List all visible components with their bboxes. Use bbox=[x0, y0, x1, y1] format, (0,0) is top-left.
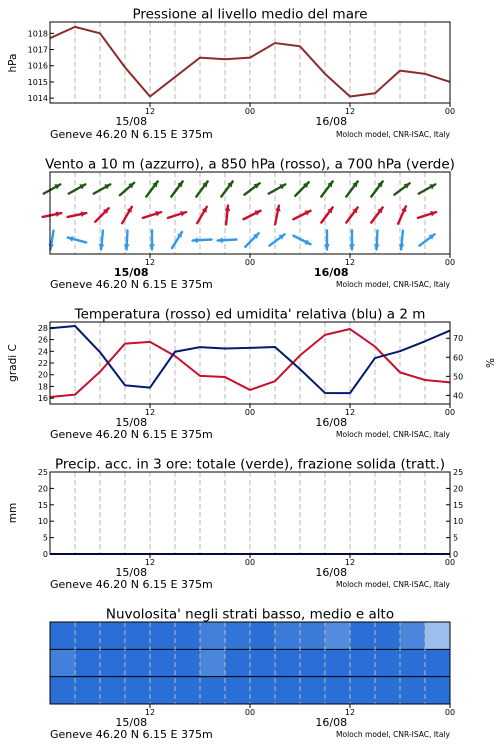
cloud-cell-basso bbox=[400, 677, 426, 704]
wind-850hpa-arrow bbox=[346, 207, 357, 222]
wind-700hpa-arrow bbox=[44, 184, 61, 193]
wind-700hpa-arrow bbox=[419, 184, 436, 193]
precipitation-x-tick-label: 00 bbox=[444, 558, 456, 567]
humidity-y-tick-label: 40 bbox=[453, 391, 464, 401]
wind-700hpa-arrow bbox=[244, 183, 259, 194]
temperature-y-tick-label: 22 bbox=[37, 359, 48, 368]
cloud-cell-basso bbox=[375, 677, 401, 704]
precipitation-right-y-tick-label: 15 bbox=[453, 500, 464, 510]
cloud-cover-x-tick-label: 12 bbox=[144, 708, 156, 717]
wind-850hpa-arrow bbox=[43, 211, 62, 217]
temperature-humidity-panel bbox=[7, 307, 495, 442]
wind-700hpa-arrow bbox=[394, 183, 409, 194]
temperature-location: Geneve 46.20 N 6.15 E 375m bbox=[50, 428, 213, 441]
precipitation-right-y-tick-label: 20 bbox=[453, 484, 464, 494]
wind-700hpa-arrow bbox=[321, 181, 332, 196]
cloud-cell-alto bbox=[225, 622, 251, 649]
wind-850hpa-arrow bbox=[95, 208, 108, 221]
cloud-cell-medio bbox=[400, 649, 426, 676]
humidity-ylabel: % bbox=[483, 358, 495, 368]
wind-700hpa-arrow bbox=[69, 184, 86, 193]
cloud-cell-alto bbox=[250, 622, 276, 649]
wind-850hpa-arrow bbox=[294, 211, 311, 220]
temperature-ylabel: gradi C bbox=[7, 344, 19, 382]
wind-10m-arrow bbox=[269, 234, 284, 245]
precipitation-right-y-tick-label: 5 bbox=[453, 533, 459, 543]
wind-10m-arrow bbox=[419, 234, 434, 245]
cloud-cell-alto bbox=[125, 622, 151, 649]
cloud-cell-medio bbox=[100, 649, 126, 676]
pressure-day-label: 15/08 bbox=[115, 115, 148, 128]
pressure-y-tick-label: 1017 bbox=[27, 45, 48, 55]
precipitation-credit: Moloch model, CNR-ISAC, Italy bbox=[336, 580, 450, 589]
cloud-cell-medio bbox=[300, 649, 326, 676]
precipitation-right-y-tick-label: 25 bbox=[453, 468, 464, 477]
cloud-cell-basso bbox=[275, 677, 301, 704]
cloud-cover-location: Geneve 46.20 N 6.15 E 375m bbox=[50, 728, 213, 741]
pressure-x-tick-label: 00 bbox=[244, 107, 256, 116]
wind-850hpa-arrow bbox=[398, 206, 406, 223]
cloud-cell-alto bbox=[275, 622, 301, 649]
precipitation-ylabel: mm bbox=[7, 502, 19, 524]
precipitation-day-label: 16/08 bbox=[315, 566, 348, 579]
cloud-cell-alto bbox=[400, 622, 426, 649]
cloud-cell-medio bbox=[175, 649, 201, 676]
precipitation-y-tick-label: 5 bbox=[42, 533, 48, 543]
pressure-y-tick-label: 1016 bbox=[27, 61, 48, 71]
precipitation-location: Geneve 46.20 N 6.15 E 375m bbox=[50, 578, 213, 591]
wind-day-label: 16/08 bbox=[313, 266, 349, 279]
cloud-cover-x-tick-label: 12 bbox=[344, 708, 356, 717]
cloud-cell-basso bbox=[200, 677, 226, 704]
temperature-day-label: 15/08 bbox=[115, 416, 148, 429]
cloud-cell-medio bbox=[350, 649, 376, 676]
wind-location: Geneve 46.20 N 6.15 E 375m bbox=[50, 278, 213, 291]
cloud-cell-basso bbox=[75, 677, 101, 704]
wind-700hpa-arrow bbox=[196, 181, 207, 196]
cloud-cell-medio bbox=[50, 649, 76, 676]
wind-700hpa-arrow bbox=[120, 183, 134, 196]
wind-700hpa-arrow bbox=[346, 181, 357, 196]
wind-10m-arrow bbox=[172, 232, 182, 248]
wind-850hpa-arrow bbox=[122, 207, 132, 223]
temperature-y-tick-label: 28 bbox=[37, 323, 48, 333]
pressure-y-tick-label: 1018 bbox=[27, 29, 48, 39]
precipitation-right-y-tick-label: 10 bbox=[453, 517, 464, 527]
wind-10m-arrow bbox=[245, 233, 258, 246]
pressure-title: Pressione al livello medio del mare bbox=[132, 6, 368, 23]
cloud-cell-basso bbox=[150, 677, 176, 704]
precipitation-x-tick-label: 00 bbox=[244, 558, 256, 567]
cloud-cover-day-label: 16/08 bbox=[315, 716, 348, 729]
wind-850hpa-arrow bbox=[168, 211, 186, 218]
wind-700hpa-arrow bbox=[146, 181, 157, 196]
wind-title: Vento a 10 m (azzurro), a 850 hPa (rosso), a 700 hPa (verde) bbox=[45, 156, 455, 173]
cloud-cell-basso bbox=[350, 677, 376, 704]
wind-10m-arrow bbox=[48, 231, 54, 250]
cloud-cell-medio bbox=[250, 649, 276, 676]
cloud-cell-alto bbox=[425, 622, 451, 649]
cloud-cell-medio bbox=[125, 649, 151, 676]
wind-700hpa-arrow bbox=[295, 182, 308, 195]
cloud-cell-alto bbox=[375, 622, 401, 649]
precipitation-y-tick-label: 25 bbox=[37, 468, 48, 477]
wind-700hpa-arrow bbox=[221, 181, 232, 196]
precipitation-x-tick-label: 12 bbox=[144, 558, 156, 567]
precipitation-x-tick-label: 12 bbox=[344, 558, 356, 567]
cloud-cell-medio bbox=[225, 649, 251, 676]
wind-850hpa-arrow bbox=[68, 211, 87, 217]
wind-x-tick-label: 00 bbox=[444, 258, 456, 267]
cloud-cover-title: Nuvolosita' negli strati basso, medio e alto bbox=[105, 606, 395, 623]
wind-850hpa-arrow bbox=[244, 211, 261, 220]
pressure-credit: Moloch model, CNR-ISAC, Italy bbox=[336, 130, 450, 139]
precipitation-day-label: 15/08 bbox=[115, 566, 148, 579]
cloud-cell-medio bbox=[375, 649, 401, 676]
wind-10m-arrow bbox=[218, 237, 237, 243]
cloud-cell-alto bbox=[300, 622, 326, 649]
temperature-y-tick-label: 24 bbox=[37, 347, 48, 357]
temperature-y-tick-label: 20 bbox=[37, 370, 48, 380]
pressure-y-tick-label: 1014 bbox=[27, 94, 48, 104]
cloud-cell-medio bbox=[200, 649, 226, 676]
humidity-y-tick-label: 70 bbox=[453, 334, 464, 344]
temperature-y-tick-label: 26 bbox=[37, 335, 48, 345]
cloud-cell-basso bbox=[100, 677, 126, 704]
cloud-cell-basso bbox=[175, 677, 201, 704]
cloud-cell-medio bbox=[325, 649, 351, 676]
cloud-cell-basso bbox=[50, 677, 76, 704]
cloud-cover-panel bbox=[50, 607, 455, 742]
cloud-cell-medio bbox=[275, 649, 301, 676]
wind-850hpa-arrow bbox=[371, 207, 382, 222]
wind-700hpa-arrow bbox=[94, 184, 111, 193]
temperature-x-tick-label: 00 bbox=[244, 408, 256, 417]
cloud-cell-basso bbox=[300, 677, 326, 704]
pressure-x-tick-label: 12 bbox=[144, 107, 156, 116]
precipitation-y-tick-label: 0 bbox=[42, 550, 48, 559]
cloud-cover-x-tick-label: 00 bbox=[244, 708, 256, 717]
cloud-cell-basso bbox=[225, 677, 251, 704]
cloud-cell-basso bbox=[250, 677, 276, 704]
cloud-cover-credit: Moloch model, CNR-ISAC, Italy bbox=[336, 730, 450, 739]
precipitation-right-y-tick-label: 0 bbox=[453, 550, 459, 559]
wind-700hpa-arrow bbox=[371, 181, 382, 196]
cloud-cell-basso bbox=[125, 677, 151, 704]
pressure-y-tick-label: 1015 bbox=[27, 77, 48, 87]
temperature-day-label: 16/08 bbox=[315, 416, 348, 429]
wind-10m-arrow bbox=[68, 236, 86, 242]
precipitation-y-tick-label: 15 bbox=[37, 500, 48, 510]
wind-700hpa-arrow bbox=[171, 181, 182, 196]
wind-850hpa-arrow bbox=[275, 206, 281, 225]
cloud-cell-basso bbox=[425, 677, 451, 704]
pressure-x-tick-label: 00 bbox=[444, 107, 456, 116]
pressure-panel bbox=[7, 7, 455, 142]
cloud-cell-alto bbox=[150, 622, 176, 649]
cloud-cell-alto bbox=[350, 622, 376, 649]
pressure-ylabel: hPa bbox=[7, 53, 19, 73]
temperature-credit: Moloch model, CNR-ISAC, Italy bbox=[336, 430, 450, 439]
wind-x-tick-label: 12 bbox=[344, 258, 356, 267]
wind-x-tick-label: 00 bbox=[244, 258, 256, 267]
temperature-title: Temperatura (rosso) ed umidita' relativa (blu) a 2 m bbox=[74, 306, 426, 323]
wind-10m-arrow-head bbox=[193, 237, 198, 243]
cloud-cover-day-label: 15/08 bbox=[115, 716, 148, 729]
wind-10m-arrow bbox=[294, 236, 311, 245]
wind-850hpa-arrow bbox=[197, 207, 207, 223]
cloud-cell-medio bbox=[150, 649, 176, 676]
temperature-y-tick-label: 16 bbox=[37, 394, 48, 404]
humidity-y-tick-label: 50 bbox=[453, 372, 464, 382]
wind-850hpa-arrow bbox=[321, 207, 332, 222]
cloud-cell-medio bbox=[425, 649, 451, 676]
wind-850hpa-arrow bbox=[143, 211, 161, 218]
wind-10m-arrow-head bbox=[218, 237, 223, 243]
cloud-cell-basso bbox=[325, 677, 351, 704]
wind-700hpa-arrow bbox=[269, 184, 286, 193]
pressure-day-label: 16/08 bbox=[315, 115, 348, 128]
cloud-cell-alto bbox=[175, 622, 201, 649]
precipitation-panel bbox=[7, 457, 463, 592]
temperature-x-tick-label: 12 bbox=[144, 408, 156, 417]
temperature-x-tick-label: 12 bbox=[344, 408, 356, 417]
wind-850hpa-arrow bbox=[418, 211, 436, 218]
pressure-x-tick-label: 12 bbox=[344, 107, 356, 116]
wind-day-label: 15/08 bbox=[113, 266, 149, 279]
temperature-x-tick-label: 00 bbox=[444, 408, 456, 417]
precipitation-y-tick-label: 10 bbox=[37, 517, 48, 527]
wind-10m-arrow bbox=[193, 237, 212, 243]
cloud-cell-alto bbox=[100, 622, 126, 649]
cloud-cell-medio bbox=[75, 649, 101, 676]
precipitation-y-tick-label: 20 bbox=[37, 484, 48, 494]
cloud-cell-alto bbox=[200, 622, 226, 649]
wind-x-tick-label: 12 bbox=[144, 258, 156, 267]
humidity-y-tick-label: 60 bbox=[453, 353, 464, 363]
wind-panel bbox=[43, 157, 455, 292]
cloud-cell-alto bbox=[325, 622, 351, 649]
pressure-location: Geneve 46.20 N 6.15 E 375m bbox=[50, 128, 213, 141]
precipitation-title: Precip. acc. in 3 ore: totale (verde), frazione solida (tratt.) bbox=[55, 456, 445, 473]
cloud-cell-alto bbox=[50, 622, 76, 649]
wind-credit: Moloch model, CNR-ISAC, Italy bbox=[336, 280, 450, 289]
cloud-cell-alto bbox=[75, 622, 101, 649]
cloud-cover-x-tick-label: 00 bbox=[444, 708, 456, 717]
temperature-y-tick-label: 18 bbox=[37, 382, 48, 392]
